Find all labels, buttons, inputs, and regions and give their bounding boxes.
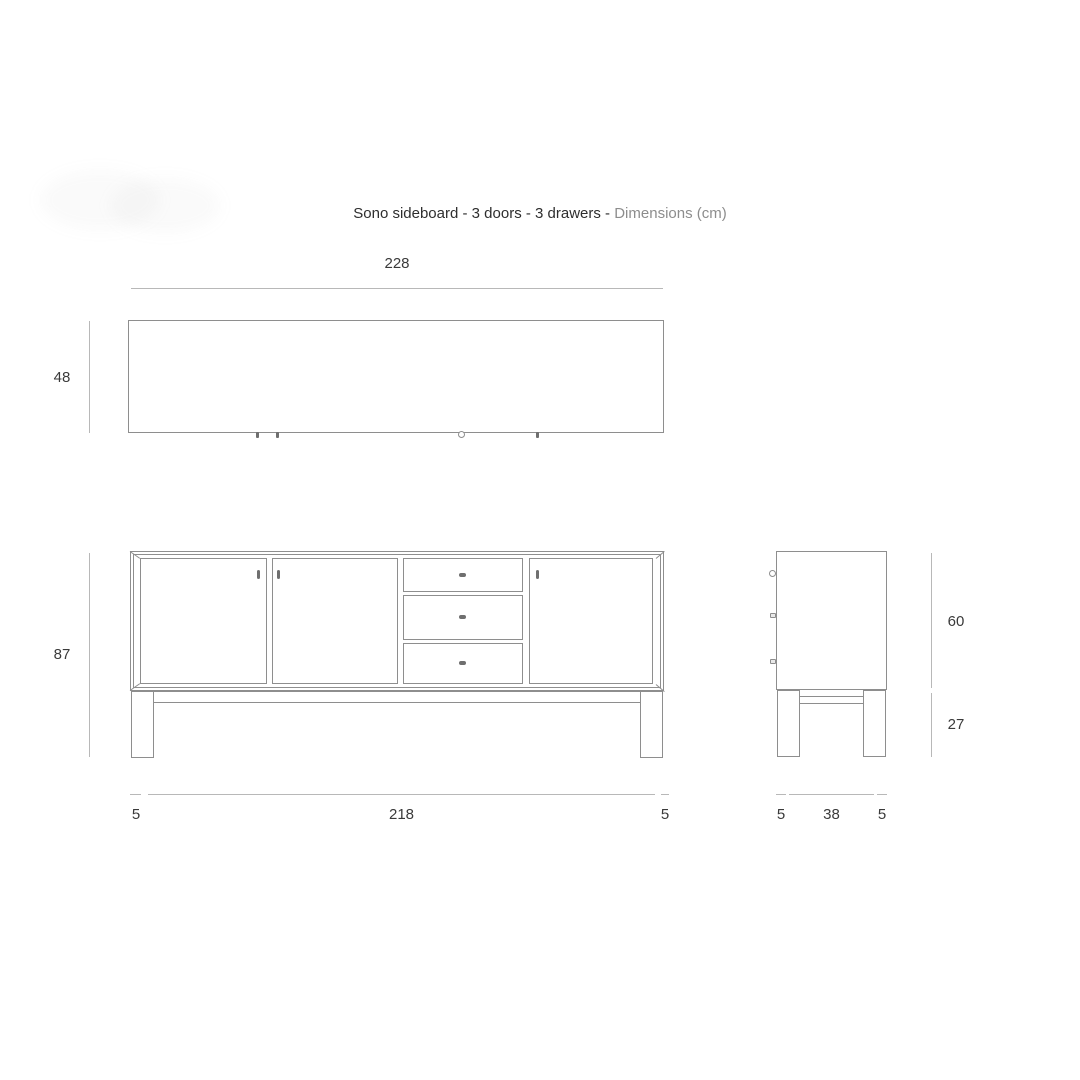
side-body-height-label: 60 [947, 613, 965, 630]
drawer-knob-top-view [458, 431, 465, 438]
front-right-inset-dimension-line [661, 794, 669, 795]
page-title [0, 204, 1080, 223]
door2-handle [277, 570, 280, 579]
drawer3-knob [459, 661, 466, 665]
side-inner-depth-label: 38 [823, 806, 840, 823]
top-view-width-label: 228 [384, 255, 410, 272]
side-inner-depth-dimension-line [789, 794, 874, 795]
front-view-height-dimension-line [89, 553, 90, 757]
front-view-height-label: 87 [53, 646, 71, 663]
side-body-height-dimension-line [931, 553, 932, 688]
door3-handle-top-view [536, 432, 539, 438]
side-leg-height-label: 27 [947, 716, 965, 733]
side-leg-height-dimension-line [931, 693, 932, 757]
front-right-inset-label: 5 [660, 806, 670, 823]
side-knob-bottom [770, 659, 776, 664]
top-view-outline [128, 320, 664, 433]
front-inner-width-dimension-line [148, 794, 655, 795]
door1-handle-top-view [256, 432, 259, 438]
side-back-inset-label: 5 [877, 806, 887, 823]
side-front-leg [777, 690, 800, 757]
front-base-rail [132, 691, 662, 703]
front-door-1 [140, 558, 267, 684]
product-name: Sono sideboard - 3 doors - 3 drawers - [353, 205, 615, 222]
top-view-width-dimension-line [131, 288, 663, 289]
side-front-inset-dimension-line [776, 794, 786, 795]
front-left-inset-label: 5 [131, 806, 141, 823]
front-right-leg [640, 691, 663, 758]
door1-handle [257, 570, 260, 579]
units-label: Dimensions (cm) [614, 205, 727, 222]
door3-handle [536, 570, 539, 579]
door2-handle-top-view [276, 432, 279, 438]
side-knob-top [769, 570, 776, 577]
top-view-depth-dimension-line [89, 321, 90, 433]
side-front-inset-label: 5 [776, 806, 786, 823]
drawer2-knob [459, 615, 466, 619]
front-left-inset-dimension-line [130, 794, 141, 795]
side-back-leg [863, 690, 886, 757]
drawer1-knob [459, 573, 466, 577]
front-door-2 [272, 558, 398, 684]
side-back-inset-dimension-line [877, 794, 887, 795]
side-body-outline [776, 551, 887, 690]
top-view-depth-label: 48 [53, 369, 71, 386]
front-left-leg [131, 691, 154, 758]
side-knob-middle [770, 613, 776, 618]
front-door-3 [529, 558, 653, 684]
front-inner-width-label: 218 [388, 806, 415, 823]
side-base-rail [799, 696, 864, 704]
